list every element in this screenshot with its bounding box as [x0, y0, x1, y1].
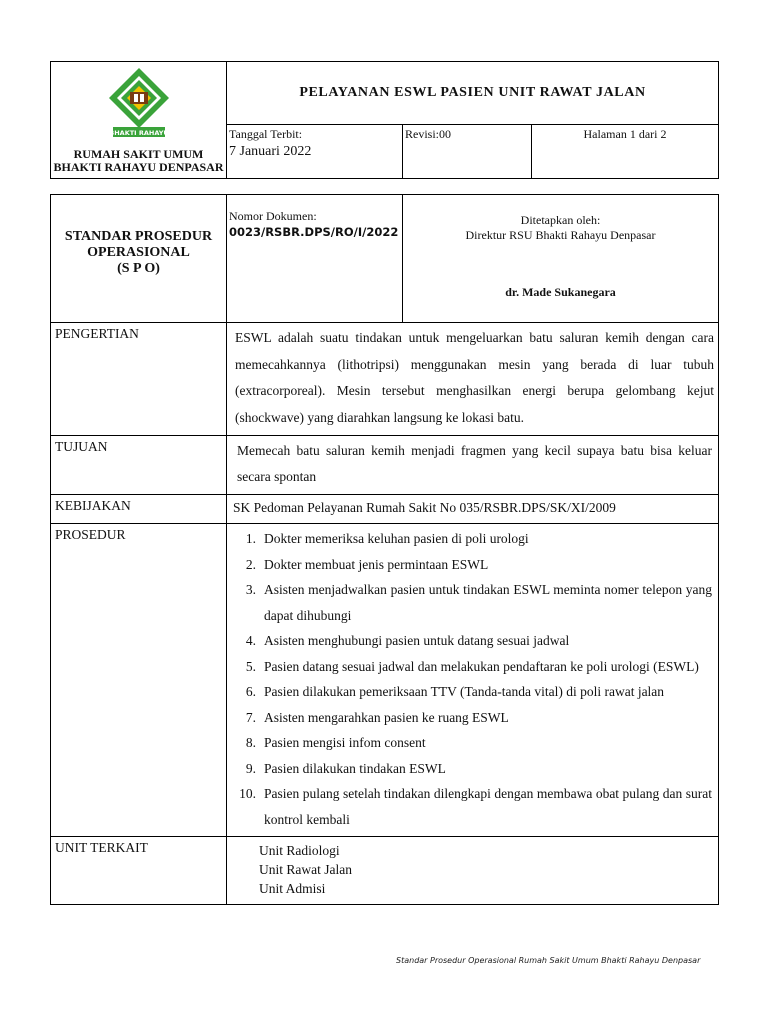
list-item-number: 10.	[239, 786, 256, 801]
logo-text: BHAKTI RAHAYU	[108, 129, 169, 137]
prosedur-row	[51, 524, 719, 837]
prosedur-content	[227, 524, 719, 837]
list-item-text: Pasien dilakukan tindakan ESWL	[264, 760, 446, 776]
list-item-text: Asisten mengarahkan pasien ke ruang ESWL	[264, 709, 509, 725]
nomor-dokumen-cell	[227, 195, 403, 323]
kebijakan-row	[51, 495, 719, 524]
ditetapkan-cell	[403, 195, 719, 323]
list-item-text: Asisten menjadwalkan pasien untuk tindakan ESWL meminta nomer telepon yang dapat dihubungi	[264, 582, 712, 623]
hospital-name-line2: BHAKTI RAHAYU DENPASAR	[53, 160, 224, 174]
pengertian-text: ESWL adalah suatu tindakan untuk mengeluarkan batu saluran kemih dengan cara memecahkannya (lithotripsi) menggunakan mesin yang berada di luar tubuh (extracorporeal). Mesin tersebut menghasilkan energi berupa gelombang kejut (shockwave) yang diarahkan langsung ke lokasi batu.	[227, 323, 719, 436]
spo-title-line2: OPERASIONAL	[87, 245, 190, 260]
hospital-logo	[51, 66, 226, 138]
ditetapkan-by: Direktur RSU Bhakti Rahayu Denpasar	[465, 228, 656, 242]
list-item	[231, 781, 712, 832]
list-item-text: Dokter memeriksa keluhan pasien di poli urologi	[264, 531, 529, 546]
list-item	[231, 577, 712, 628]
list-item-text: Pasien pulang setelah tindakan dilengkapi dengan membawa obat pulang dan surat kontrol kembali	[264, 786, 712, 827]
revisi-cell: Revisi:00	[403, 125, 532, 179]
list-item-number: 1.	[245, 531, 256, 546]
logo-diamond-icon	[94, 66, 184, 138]
logo-cell	[51, 62, 227, 179]
list-item-number: 6.	[245, 684, 256, 699]
list-item	[231, 526, 712, 552]
header-table	[50, 61, 719, 179]
list-item-number: 5.	[245, 658, 256, 674]
tanggal-label: Tanggal Terbit:	[229, 127, 303, 142]
spo-title-line3: (S P O)	[117, 261, 160, 276]
prosedur-list	[231, 526, 712, 832]
hospital-name	[51, 148, 226, 174]
list-item-text: Dokter membuat jenis permintaan ESWL	[264, 556, 489, 572]
unit-terkait-row	[51, 837, 719, 905]
unit-item: Unit Radiologi	[259, 843, 340, 858]
hospital-name-line1: RUMAH SAKIT UMUM	[73, 147, 204, 161]
list-item-number: 8.	[245, 735, 256, 750]
unit-terkait-label: UNIT TERKAIT	[51, 837, 227, 905]
prosedur-label: PROSEDUR	[51, 524, 227, 837]
ditetapkan-label: Ditetapkan oleh:	[520, 213, 601, 227]
pengertian-row	[51, 323, 719, 436]
spo-title-cell	[51, 195, 227, 323]
list-item	[231, 705, 712, 731]
unit-item: Unit Admisi	[259, 881, 326, 896]
list-item	[231, 679, 712, 705]
spo-title-line1: STANDAR PROSEDUR	[64, 229, 213, 244]
nomor-label: Nomor Dokumen:	[229, 209, 317, 223]
list-item-text: Pasien datang sesuai jadwal dan melakukan pendaftaran ke poli urologi (ESWL)	[264, 658, 699, 674]
signer-name: dr. Made Sukanegara	[505, 285, 616, 299]
list-item	[231, 654, 712, 680]
document-title: PELAYANAN ESWL PASIEN UNIT RAWAT JALAN	[227, 62, 719, 125]
list-item-number: 3.	[245, 582, 256, 597]
tujuan-text: Memecah batu saluran kemih menjadi fragmen yang kecil supaya batu bisa keluar secara spontan	[227, 436, 719, 495]
kebijakan-label: KEBIJAKAN	[51, 495, 227, 524]
list-item-number: 7.	[245, 709, 256, 725]
list-item-number: 2.	[245, 556, 256, 572]
tujuan-label: TUJUAN	[51, 436, 227, 495]
pengertian-label: PENGERTIAN	[51, 323, 227, 436]
spo-table	[50, 194, 719, 905]
list-item	[231, 730, 712, 756]
list-item-text: Asisten menghubungi pasien untuk datang sesuai jadwal	[264, 633, 570, 648]
tanggal-value: 7 Januari 2022	[229, 144, 312, 160]
halaman-cell: Halaman 1 dari 2	[532, 125, 719, 179]
unit-list	[227, 837, 719, 905]
list-item	[231, 756, 712, 782]
list-item-text: Pasien mengisi infom consent	[264, 735, 426, 750]
list-item-number: 4.	[245, 633, 256, 648]
unit-item: Unit Rawat Jalan	[259, 862, 352, 877]
tanggal-terbit-cell	[227, 125, 403, 179]
list-item	[231, 552, 712, 578]
kebijakan-text: SK Pedoman Pelayanan Rumah Sakit No 035/RSBR.DPS/SK/XI/2009	[227, 495, 719, 524]
list-item-text: Pasien dilakukan pemeriksaan TTV (Tanda-tanda vital) di poli rawat jalan	[264, 684, 665, 699]
footer-text: Standar Prosedur Operasional Rumah Sakit Umum Bhakti Rahayu Denpasar	[396, 956, 701, 965]
nomor-value: 0023/RSBR.DPS/RO/I/2022	[229, 225, 399, 239]
list-item-number: 9.	[245, 760, 256, 776]
list-item	[231, 628, 712, 654]
tujuan-row	[51, 436, 719, 495]
